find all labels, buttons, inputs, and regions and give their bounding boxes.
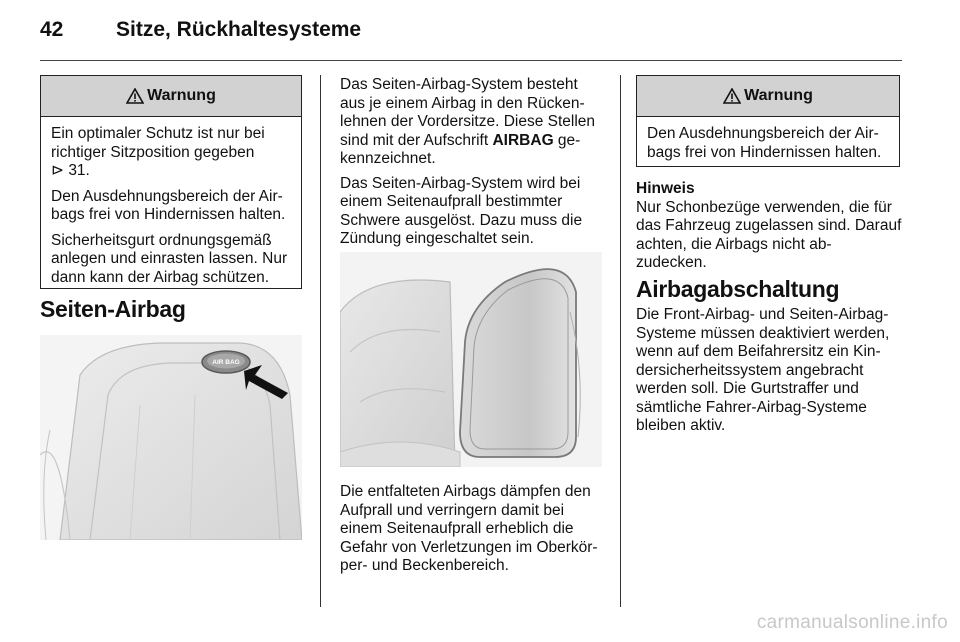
header-divider <box>40 60 902 61</box>
middle-text-top <box>340 76 604 255</box>
airbag-illustration-svg <box>340 252 602 467</box>
warning-heading <box>41 76 301 117</box>
seat-illustration-svg <box>40 335 302 540</box>
warning-box-right <box>636 75 900 167</box>
right-text-bottom <box>636 306 904 442</box>
page-header <box>40 18 920 52</box>
page-title: Sitze, Rückhaltesysteme <box>116 18 362 41</box>
note-heading: Hinweis <box>636 180 695 197</box>
section-title-seiten-airbag: Seiten-Airbag <box>40 296 186 322</box>
section-title-airbagabschaltung: Airbagabschaltung <box>636 276 840 302</box>
airbag-label-text: AIR BAG <box>212 359 240 366</box>
warning-box-left <box>40 75 302 289</box>
paragraph-airbag-system <box>340 76 604 169</box>
page-number: 42 <box>40 18 64 41</box>
warning-body <box>41 117 301 300</box>
deployed-side-airbag-illustration <box>340 252 602 467</box>
warning-paragraph: Den Ausdehnungsbereich der Air- bags frei von Hindernissen halten. <box>51 187 286 223</box>
middle-text-bottom <box>340 483 606 582</box>
warning-paragraph: Den Ausdehnungsbereich der Air- bags frei von Hindernissen halten. <box>647 125 882 161</box>
warning-paragraph: Sicherheitsgurt ordnungsgemäß anlegen und einrasten lassen. Nur dann kann der Airbag schützen. <box>51 231 288 286</box>
seat-airbag-label-illustration <box>40 335 302 540</box>
warning-heading <box>637 76 899 117</box>
watermark: carmanualsonline.info <box>756 612 948 633</box>
warning-body <box>637 117 899 175</box>
note-text: Nur Schonbezüge verwenden, die für das Fahrzeug zugelassen sind. Darauf achten, die Airbags nicht ab- zudecken. <box>636 198 902 271</box>
paragraph-deactivation: Die Front-Airbag- und Seiten-Airbag- Systeme müssen deaktiviert werden, wenn auf dem Beifahrersitz ein Kin- dersicherheitssystem angebracht werden soll. Die Gurtstraffer und sämtliche Fahrer-Airbag-Systeme bleiben aktiv. <box>636 306 890 434</box>
warning-text: Ein optimaler Schutz ist nur bei richtiger Sitzposition gegeben <box>51 125 265 161</box>
warning-triangle-icon <box>126 88 144 104</box>
page-ref-arrow-icon: ⊳ <box>51 162 64 179</box>
airbag-keyword: AIRBAG <box>492 131 554 149</box>
paragraph-text: ge- kennzeichnet. <box>340 131 581 167</box>
column-divider-right <box>620 75 621 607</box>
warning-triangle-icon <box>723 88 741 104</box>
paragraph-protection: Die entfalteten Airbags dämpfen den Aufprall und verringern damit bei einem Seitenaufprall erheblich die Gefahr von Verletzungen im Oberkör- per- und Beckenbereich. <box>340 483 598 574</box>
column-divider-left <box>320 75 321 607</box>
paragraph-text: Das Seiten-Airbag-System besteht aus je einem Airbag in den Rücken- lehnen der Vordersitze. Diese Stellen sind mit der Aufschrift <box>340 76 596 149</box>
warning-heading-text: Warnung <box>744 87 813 104</box>
page-reference: 31. <box>68 162 90 179</box>
warning-paragraph <box>51 125 291 181</box>
note-block <box>636 180 902 279</box>
warning-heading-text: Warnung <box>147 87 216 104</box>
paragraph-triggering: Das Seiten-Airbag-System wird bei einem Seitenaufprall bestimmter Schwere ausgelöst. Dazu muss die Zündung eingeschaltet sein. <box>340 174 583 247</box>
